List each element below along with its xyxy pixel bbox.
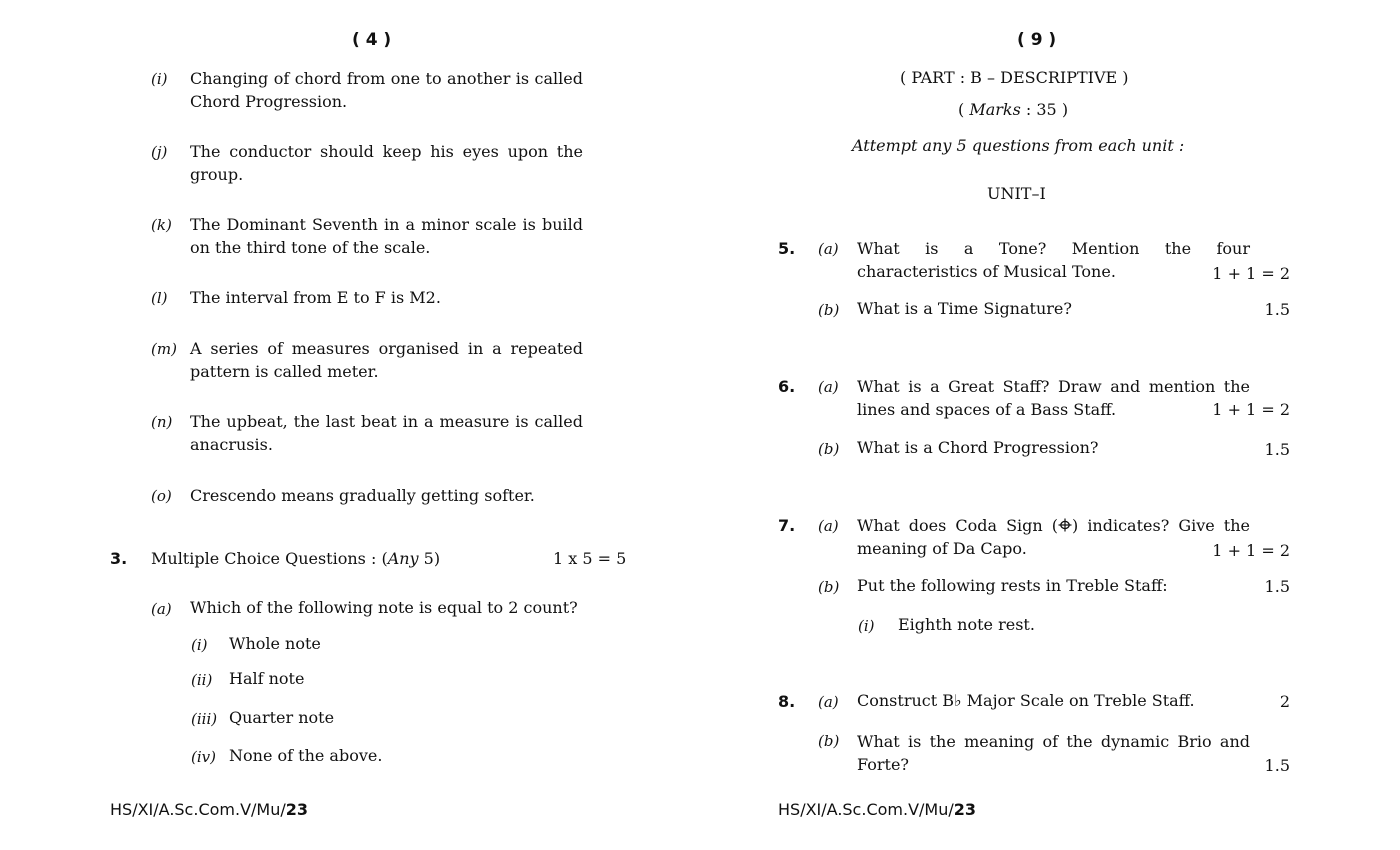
q3-part-a-text: Which of the following note is equal to 2 count?: [190, 598, 578, 617]
item-label-o: (o): [151, 487, 172, 505]
q6-b-text: What is a Chord Progression?: [857, 438, 1099, 457]
q3-part-a-label: (a): [151, 600, 172, 618]
item-text-i: Changing of chord from one to another is called Chord Progression.: [190, 69, 583, 111]
item-label-i: (i): [151, 70, 168, 88]
question-7-number: 7.: [778, 516, 796, 535]
part-title: ( PART : B – DESCRIPTIVE ): [900, 68, 1129, 87]
q6-a-label: (a): [818, 378, 839, 396]
q5-a-marks: 1 + 1 = 2: [1212, 264, 1290, 283]
item-text-k: The Dominant Seventh in a minor scale is build on the third tone of the scale.: [190, 215, 583, 257]
option-text-iv: None of the above.: [229, 746, 383, 765]
q7-a-text: What does Coda Sign ( ) indicates? Give the meaning of Da Capo.: [857, 516, 1250, 558]
item-label-n: (n): [151, 413, 173, 431]
q8-a-marks: 2: [1279, 692, 1290, 711]
q8-a-label: (a): [818, 693, 839, 711]
question-3-title: Multiple Choice Questions : (Any 5): [151, 549, 441, 568]
option-text-ii: Half note: [229, 669, 305, 688]
q6-a-text: What is a Great Staff? Draw and mention the lines and spaces of a Bass Staff.: [857, 377, 1250, 419]
marks-total: ( Marks : 35 ): [958, 100, 1069, 119]
q7-b-sub-text: Eighth note rest.: [898, 615, 1035, 634]
q6-b-label: (b): [818, 440, 840, 458]
q8-b-text: What is the meaning of the dynamic Brio and Forte?: [857, 732, 1250, 774]
coda-sign-icon: [1058, 518, 1072, 532]
item-text-l: The interval from E to F is M2.: [190, 288, 441, 307]
q7-b-text: Put the following rests in Treble Staff:: [857, 576, 1168, 595]
item-label-k: (k): [151, 216, 172, 234]
option-label-iv: (iv): [191, 748, 216, 766]
question-3-number: 3.: [110, 549, 128, 568]
question-6-number: 6.: [778, 377, 796, 396]
option-text-iii: Quarter note: [229, 708, 335, 727]
q5-a-text: What is a Tone? Mention the four characteristics of Musical Tone.: [857, 239, 1250, 281]
q8-a-text: Construct B♭ Major Scale on Treble Staff.: [857, 691, 1195, 710]
question-5-number: 5.: [778, 239, 796, 258]
item-label-j: (j): [151, 143, 168, 161]
instruction: Attempt any 5 questions from each unit :: [852, 136, 1185, 155]
left-page-number: ( 4 ): [352, 30, 392, 50]
right-footer: HS/XI/A.Sc.Com.V/Mu/23: [778, 800, 977, 819]
q6-a-marks: 1 + 1 = 2: [1212, 400, 1290, 419]
q5-b-label: (b): [818, 301, 840, 319]
option-label-ii: (ii): [191, 671, 213, 689]
item-label-m: (m): [151, 340, 177, 358]
q7-b-marks: 1.5: [1264, 577, 1290, 596]
q5-a-label: (a): [818, 240, 839, 258]
option-label-iii: (iii): [191, 710, 218, 728]
q7-a-label: (a): [818, 517, 839, 535]
item-text-m: A series of measures organised in a repeated pattern is called meter.: [190, 339, 583, 381]
item-text-j: The conductor should keep his eyes upon the group.: [190, 142, 583, 184]
item-label-l: (l): [151, 289, 168, 307]
item-text-o: Crescendo means gradually getting softer.: [190, 486, 535, 505]
left-footer: HS/XI/A.Sc.Com.V/Mu/23: [110, 800, 309, 819]
q8-b-marks: 1.5: [1264, 756, 1290, 775]
option-text-i: Whole note: [229, 634, 321, 653]
q7-b-label: (b): [818, 578, 840, 596]
q7-b-sub-label: (i): [858, 617, 875, 635]
q5-b-text: What is a Time Signature?: [857, 299, 1072, 318]
q7-a-marks: 1 + 1 = 2: [1212, 541, 1290, 560]
unit-heading: UNIT–I: [987, 184, 1046, 203]
q8-b-label: (b): [818, 732, 840, 750]
q5-b-marks: 1.5: [1264, 300, 1290, 319]
item-text-n: The upbeat, the last beat in a measure is called anacrusis.: [190, 412, 583, 454]
right-page-number: ( 9 ): [1017, 30, 1057, 50]
option-label-i: (i): [191, 636, 208, 654]
question-3-marks: 1 x 5 = 5: [553, 549, 627, 568]
q6-b-marks: 1.5: [1264, 440, 1290, 459]
question-8-number: 8.: [778, 692, 796, 711]
